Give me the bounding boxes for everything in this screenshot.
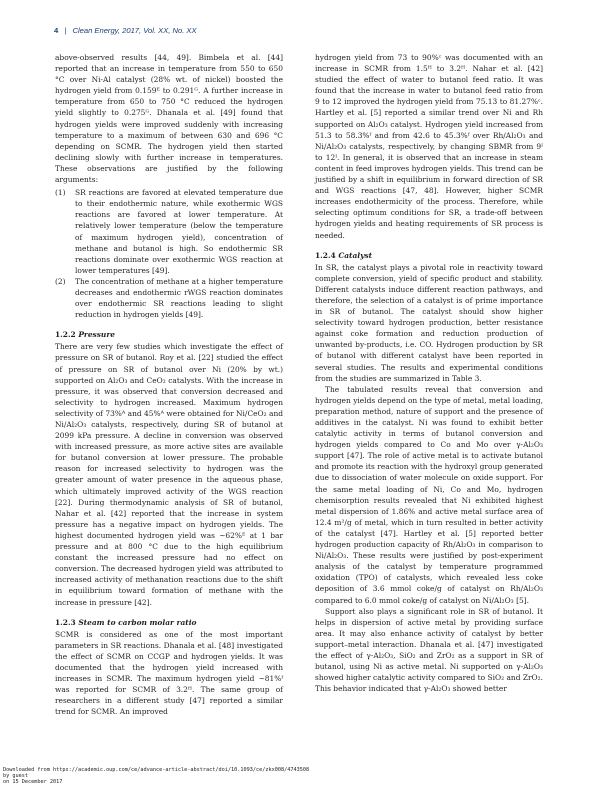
section-heading-scmr [55,617,283,628]
list-item-text: SR reactions are favored at elevated temperature due to their endothermic nature, while exothermic WGS reactions are favored at lower temperature. At relatively lower temperature (below the temperature of maximum hydrogen yield), concentration of methane and butanol is high. So endothermic SR reactions dominate over exothermic WGS reaction at lower temperatures [49]. [75,188,283,275]
section-title: Steam to carbon molar ratio [78,617,197,627]
page-number: 4 [54,26,59,35]
list-item-number: (1) [55,188,66,198]
catalyst-paragraph-3: Support also plays a significant role in SR of butanol. It helps in dispersion of active metal by providing surface area. It may also enhance activity of catalyst by better support–metal interaction. Dhanala et al. [47] investigated the effect of γ-Al₂O₃, SiO₂ and ZrO₂ as a support in SR of butanol, using Ni as active metal. Ni supported on γ-Al₂O₃ showed higher catalytic activity compared to SiO₂ and ZrO₂. This behavior indicated that γ-Al₂O₃ showed better [315,606,543,694]
list-item [55,187,283,276]
section-number: 1.2.3 [55,617,76,627]
section-number: 1.2.2 [55,330,76,340]
left-column [55,52,283,717]
scmr-paragraph: SCMR is considered as one of the most important parameters in SR reactions. Dhanala et al. [48] investigated the effect of SCMR on CCGP and hydrogen yields. It was documented that the hydrogen yield increased with increases in SCMR. The maximum hydrogen yield ~81%ᶠ was reported for SCMR of 3.2ᴴ. The same group of researchers in a different study [47] reported a similar trend for SCMR. An improved [55,629,283,717]
pressure-paragraph: There are very few studies which investigate the effect of pressure on SR of butanol. Roy et al. [22] studied the effect of pressure on SR of butanol over Ni (20% by wt.) supported on Al₂O₃ and CeO₂ catalysts. With the increase in pressure, it was observed that conversion decreased and selectivity to hydrogen increased. Maximum hydrogen selectivity of 73%ᴬ and 45%ᴬ were obtained for Ni/CeO₂ and Ni/Al₂O₃ catalysts, respectively, during SR of butanol at 2099 kPa pressure. A decline in conversion was observed with increased pressure, as more active sites are available for butanol conversion at lower pressure. The probable reason for increased selectivity to hydrogen was the greater amount of water presence in the aqueous phase, which ultimately improved activity of the WGS reaction [22]. During thermodynamic analysis of SR of butanol, Nahar et al. [42] reported that the increase in system pressure has a negative impact on hydrogen yields. The highest documented hydrogen yield was ~62%ᴱ at 1 bar pressure and at 800 °C due to the high equilibrium constant the increased pressure had no effect on conversion. The decreased hydrogen yield was attributed to increased activity of methanation reactions due to the shift in equilibrium toward formation of methane with the increase in pressure [42]. [55,342,283,607]
section-title: Pressure [78,330,115,340]
list-item [55,276,283,320]
list-item-number: (2) [55,276,66,286]
list-item-text: The concentration of methane at a higher temperature decreases and endothermic rWGS reaction dominates over endothermic SR reactions leading to slight reduction in hydrogen yields [49]. [75,276,283,320]
watermark-line: Downloaded from https://academic.oup.com/ce/advance-article-abstract/doi/10.1093/ce/zkx008/4743508 [3,767,310,773]
section-heading-pressure [55,329,283,340]
download-watermark [3,767,310,786]
watermark-line: by guest [3,773,28,780]
watermark-line: on 15 December 2017 [3,779,63,786]
temperature-paragraph: above-observed results [44, 49]. Bimbela et al. [44] reported that an increase in temperature from 550 to 650 °C over Ni-Al catalyst (28% wt. of nickel) boosted the hydrogen yield from 0.159ᴱ to 0.291ᴳ. A further increase in temperature from 650 to 750 °C reduced the hydrogen yield slightly to 0.275ᴳ. Dhanala et al. [49] found that hydrogen yields were improved suddenly with increasing temperature to a maximum of between 630 and 696 °C depending on SCMR. The hydrogen yield then started declining slowly with further increase in temperatures. These observations are justified by the following arguments: [55,53,283,185]
catalyst-paragraph-1: In SR, the catalyst plays a pivotal role in reactivity toward complete conversion, yield of specific product and stability. Different catalysts induce different reaction pathways, and therefore, the selection of a catalyst is of prime importance in SR of butanol. The catalyst should show higher selectivity toward hydrogen production, better resistance against coke formation and reduction production of unwanted by-products, i.e. CO. Hydrogen production by SR of butanol with different catalyst have been reported in several studies. The results and experimental conditions from the studies are summarized in Table 3. [315,262,543,383]
right-column [315,52,543,694]
scmr-continuation-paragraph: hydrogen yield from 73 to 90%ᶜ was documented with an increase in SCMR from 1.5ᴴ to 3.2ᴴ. Nahar et al. [42] studied the effect of water to butanol feed ratio. It was found that the increase in water to butanol feed ratio from 9 to 12 improved the hydrogen yield from 75.13 to 81.27%ᶜ. Hartley et al. [5] reported a similar trend over Ni and Rh supported on Al₂O₃ catalyst. Hydrogen yield increased from 51.3 to 58.3%ᶠ and from 42.6 to 45.3%ᶠ over Rh/Al₂O₃ and Ni/Al₂O₃ catalysts, respectively, by changing SBMR from 9ᴵ to 12ᴵ. In general, it is observed that an increase in steam content in feed improves hydrogen yields. This trend can be justified by a shift in equilibrium in forward direction of SR and WGS reactions [47, 48]. However, higher SCMR increases endothermicity of the process. Therefore, while selecting optimum conditions for SR, a trade-off between hydrogen yields and heating requirements of SR process is needed. [315,53,543,240]
catalyst-paragraph-2: The tabulated results reveal that conversion and hydrogen yields depend on the type of metal, metal loading, preparation method, nature of support and the presence of additives in the catalyst. Ni was found to exhibit better catalytic activity in terms of butanol conversion and hydrogen yields compared to Co and Mo over γ-Al₂O₃ support [47]. The role of active metal is to activate butanol and promote its reaction with the hydroxyl group generated due to dissociation of water molecule on oxide support. For the same metal loading of Ni, Co and Mo, hydrogen chemisorption results revealed that Ni exhibited highest metal dispersion of 1.86% and active metal surface area of 12.4 m²/g of metal, which in turn resulted in better activity of the catalyst [47]. Hartley et al. [5] reported better hydrogen production capacity of Rh/Al₂O₃ in comparison to Ni/Al₂O₃. These results were justified by post-experiment analysis of the catalyst by temperature programmed oxidation (TPO) of catalysts, which revealed less coke deposition of 3.6 mmol coke/g of catalyst on Rh/Al₂O₃ compared to 6.0 mmol coke/g of catalyst on Ni/Al₂O₃ [5]. [315,384,543,605]
header-separator: | [64,26,67,35]
section-number: 1.2.4 [315,250,336,260]
journal-citation: Clean Energy, 2017, Vol. XX, No. XX [72,26,197,35]
section-heading-catalyst [315,250,543,261]
section-title: Catalyst [338,250,373,260]
running-header [54,26,557,40]
arguments-list [55,187,283,320]
